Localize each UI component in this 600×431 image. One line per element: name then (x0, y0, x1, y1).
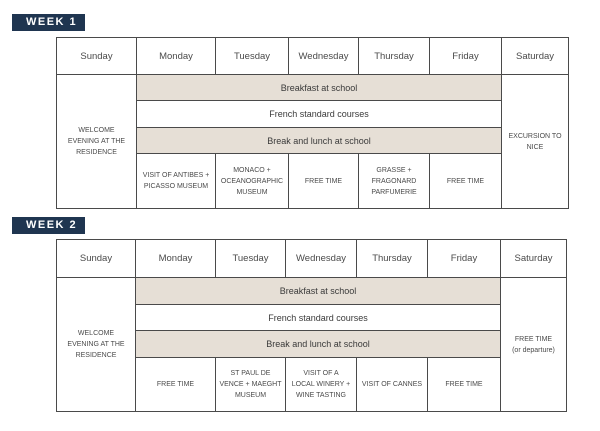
day-header-monday: Monday (137, 38, 216, 75)
activity-line: VENCE + MAEGHT (219, 381, 282, 388)
activity-thursday (357, 358, 428, 412)
activity-line: FREE TIME (156, 381, 195, 388)
lunch-band: Break and lunch at school (137, 128, 502, 154)
activity-tuesday (216, 154, 289, 209)
day-header-saturday: Saturday (501, 240, 567, 278)
saturday-free-time-cell (501, 278, 567, 412)
activity-line: VISIT OF CANNES (361, 381, 423, 388)
breakfast-band: Breakfast at school (136, 278, 501, 305)
day-header-saturday: Saturday (502, 38, 569, 75)
sunday-line: RESIDENCE (76, 149, 117, 156)
activity-line: MUSEUM (234, 392, 267, 399)
activity-line: FRAGONARD (371, 177, 417, 185)
lunch-band: Break and lunch at school (136, 331, 501, 358)
activity-line: MONACO + (233, 166, 271, 174)
week-1-label: WEEK 1 (12, 14, 85, 31)
activity-line: PARFUMERIE (371, 188, 417, 196)
activity-friday (428, 358, 501, 412)
saturday-line: NICE (526, 143, 544, 151)
activity-tuesday (216, 358, 286, 412)
activity-line: MUSEUM (236, 188, 268, 196)
sunday-welcome-cell (57, 75, 137, 209)
activity-line: FREE TIME (304, 177, 343, 185)
day-header-tuesday: Tuesday (216, 38, 289, 75)
day-header-friday: Friday (430, 38, 502, 75)
saturday-excursion-cell (502, 75, 569, 209)
day-header-wednesday: Wednesday (286, 240, 357, 278)
day-header-tuesday: Tuesday (216, 240, 286, 278)
week-2-label: WEEK 2 (12, 217, 85, 234)
week-1-schedule-table (56, 37, 569, 209)
activity-line: FREE TIME (445, 381, 483, 388)
sunday-welcome-cell (57, 278, 136, 412)
activity-wednesday (289, 154, 359, 209)
activity-line: OCEANOGRAPHIC (220, 177, 284, 185)
activity-line: GRASSE + (376, 166, 412, 174)
sunday-line: EVENING AT THE (67, 138, 126, 145)
sunday-line: WELCOME (77, 330, 115, 337)
day-header-thursday: Thursday (359, 38, 430, 75)
activity-line: VISIT OF ANTIBES + (142, 172, 210, 179)
courses-band: French standard courses (137, 101, 502, 128)
courses-band: French standard courses (136, 305, 501, 331)
activity-friday (430, 154, 502, 209)
day-header-wednesday: Wednesday (289, 38, 359, 75)
sunday-line: RESIDENCE (75, 352, 117, 359)
day-header-sunday: Sunday (57, 38, 137, 75)
activity-wednesday (286, 358, 357, 412)
activity-line: ST PAUL DE (230, 370, 271, 377)
saturday-line: EXCURSION TO (508, 132, 562, 140)
saturday-line: FREE TIME (514, 335, 553, 343)
activity-line: WINE TASTING (296, 392, 346, 399)
day-header-monday: Monday (136, 240, 216, 278)
activity-line: VISIT OF A (303, 370, 339, 377)
activity-monday (137, 154, 216, 209)
day-header-thursday: Thursday (357, 240, 428, 278)
sunday-line: EVENING AT THE (67, 341, 125, 348)
breakfast-band: Breakfast at school (137, 75, 502, 101)
sunday-line: WELCOME (78, 127, 115, 134)
week-2-schedule-table (56, 239, 567, 412)
saturday-line: (or departure) (512, 346, 555, 354)
activity-line: LOCAL WINERY + (291, 381, 351, 388)
activity-line: FREE TIME (446, 177, 485, 185)
day-header-friday: Friday (428, 240, 501, 278)
activity-monday (136, 358, 216, 412)
activity-thursday (359, 154, 430, 209)
activity-line: PICASSO MUSEUM (143, 183, 209, 190)
day-header-sunday: Sunday (57, 240, 136, 278)
